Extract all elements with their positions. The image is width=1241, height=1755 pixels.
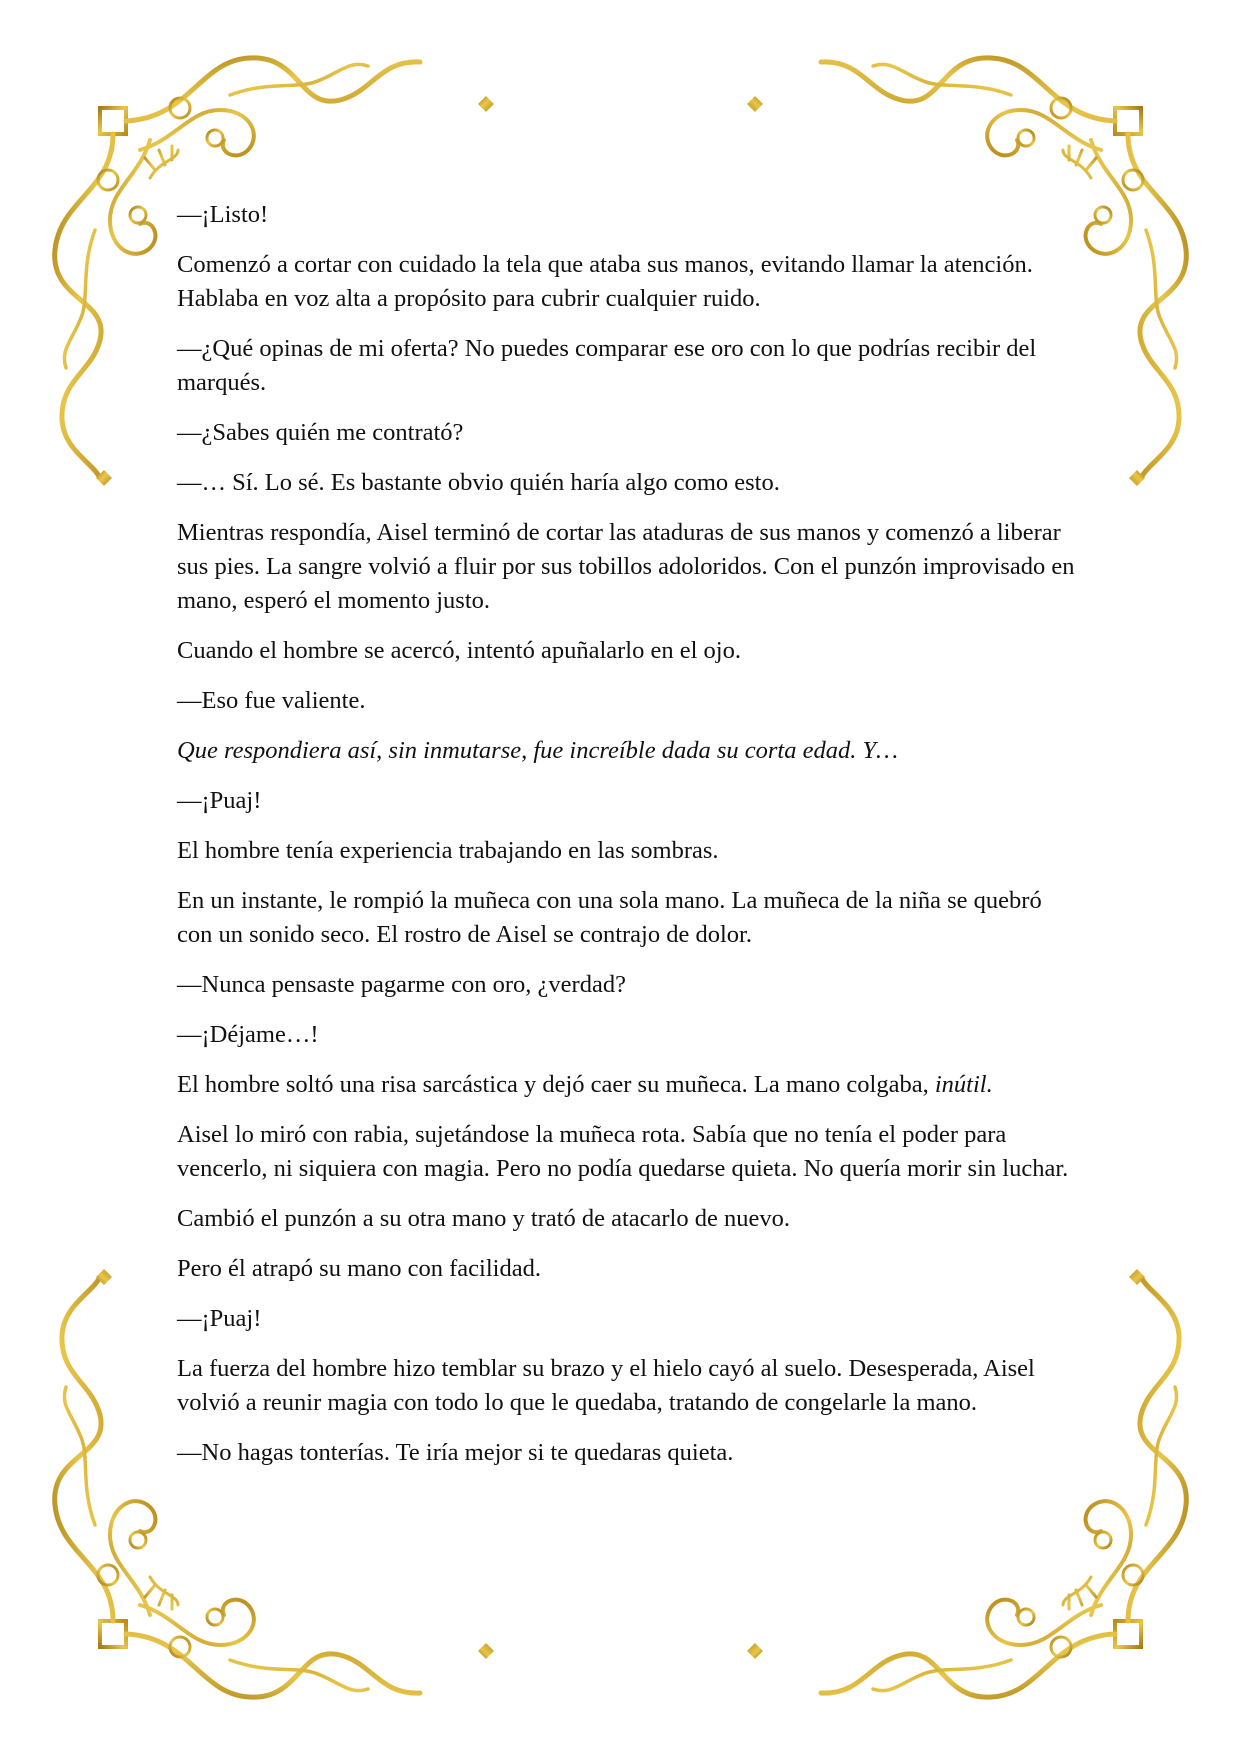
italic-paragraph: Que respondiera así, sin inmutarse, fue increíble dada su corta edad. Y… [177,737,898,764]
italic-word: inútil. [934,1071,993,1098]
paragraph [177,1068,1077,1102]
paragraph: —¿Qué opinas de mi oferta? No puedes comparar ese oro con lo que podrías recibir del marqués. [177,335,1037,396]
paragraph: Mientras respondía, Aisel terminó de cortar las ataduras de sus manos y comenzó a liberar sus pies. La sangre volvió a fluir por sus tobillos adoloridos. Con el punzón improvisado en mano, esperó el momento justo. [177,519,1075,614]
paragraph: En un instante, le rompió la muñeca con una sola mano. La muñeca de la niña se quebró con un sonido seco. El rostro de Aisel se contrajo de dolor. [177,887,1042,948]
paragraph: —… Sí. Lo sé. Es bastante obvio quién haría algo como esto. [177,469,780,496]
paragraph: Cambió el punzón a su otra mano y trató de atacarlo de nuevo. [177,1205,790,1232]
paragraph: —¡Puaj! [177,1305,262,1332]
paragraph: El hombre tenía experiencia trabajando en las sombras. [177,837,719,864]
paragraph: La fuerza del hombre hizo temblar su brazo y el hielo cayó al suelo. Desesperada, Aisel volvió a reunir magia con todo lo que le quedaba, tratando de congelarle la mano. [177,1355,1035,1416]
paragraph: —Eso fue valiente. [177,687,366,714]
paragraph-text: El hombre soltó una risa sarcástica y dejó caer su muñeca. La mano colgaba, [177,1071,929,1098]
paragraph: —¡Puaj! [177,787,262,814]
paragraph: Cuando el hombre se acercó, intentó apuñalarlo en el ojo. [177,637,741,664]
paragraph: Aisel lo miró con rabia, sujetándose la muñeca rota. Sabía que no tenía el poder para vencerlo, ni siquiera con magia. Pero no podía quedarse quieta. No quería morir sin luchar. [177,1121,1069,1182]
paragraph: —Nunca pensaste pagarme con oro, ¿verdad? [177,971,626,998]
story-text [177,198,1077,1486]
paragraph: —¿Sabes quién me contrató? [177,419,464,446]
paragraph: —¡Déjame…! [177,1021,319,1048]
paragraph: —¡Listo! [177,201,269,228]
paragraph: Pero él atrapó su mano con facilidad. [177,1255,541,1282]
paragraph: —No hagas tonterías. Te iría mejor si te quedaras quieta. [177,1439,734,1466]
paragraph: Comenzó a cortar con cuidado la tela que ataba sus manos, evitando llamar la atención. Hablaba en voz alta a propósito para cubrir cualquier ruido. [177,251,1033,312]
